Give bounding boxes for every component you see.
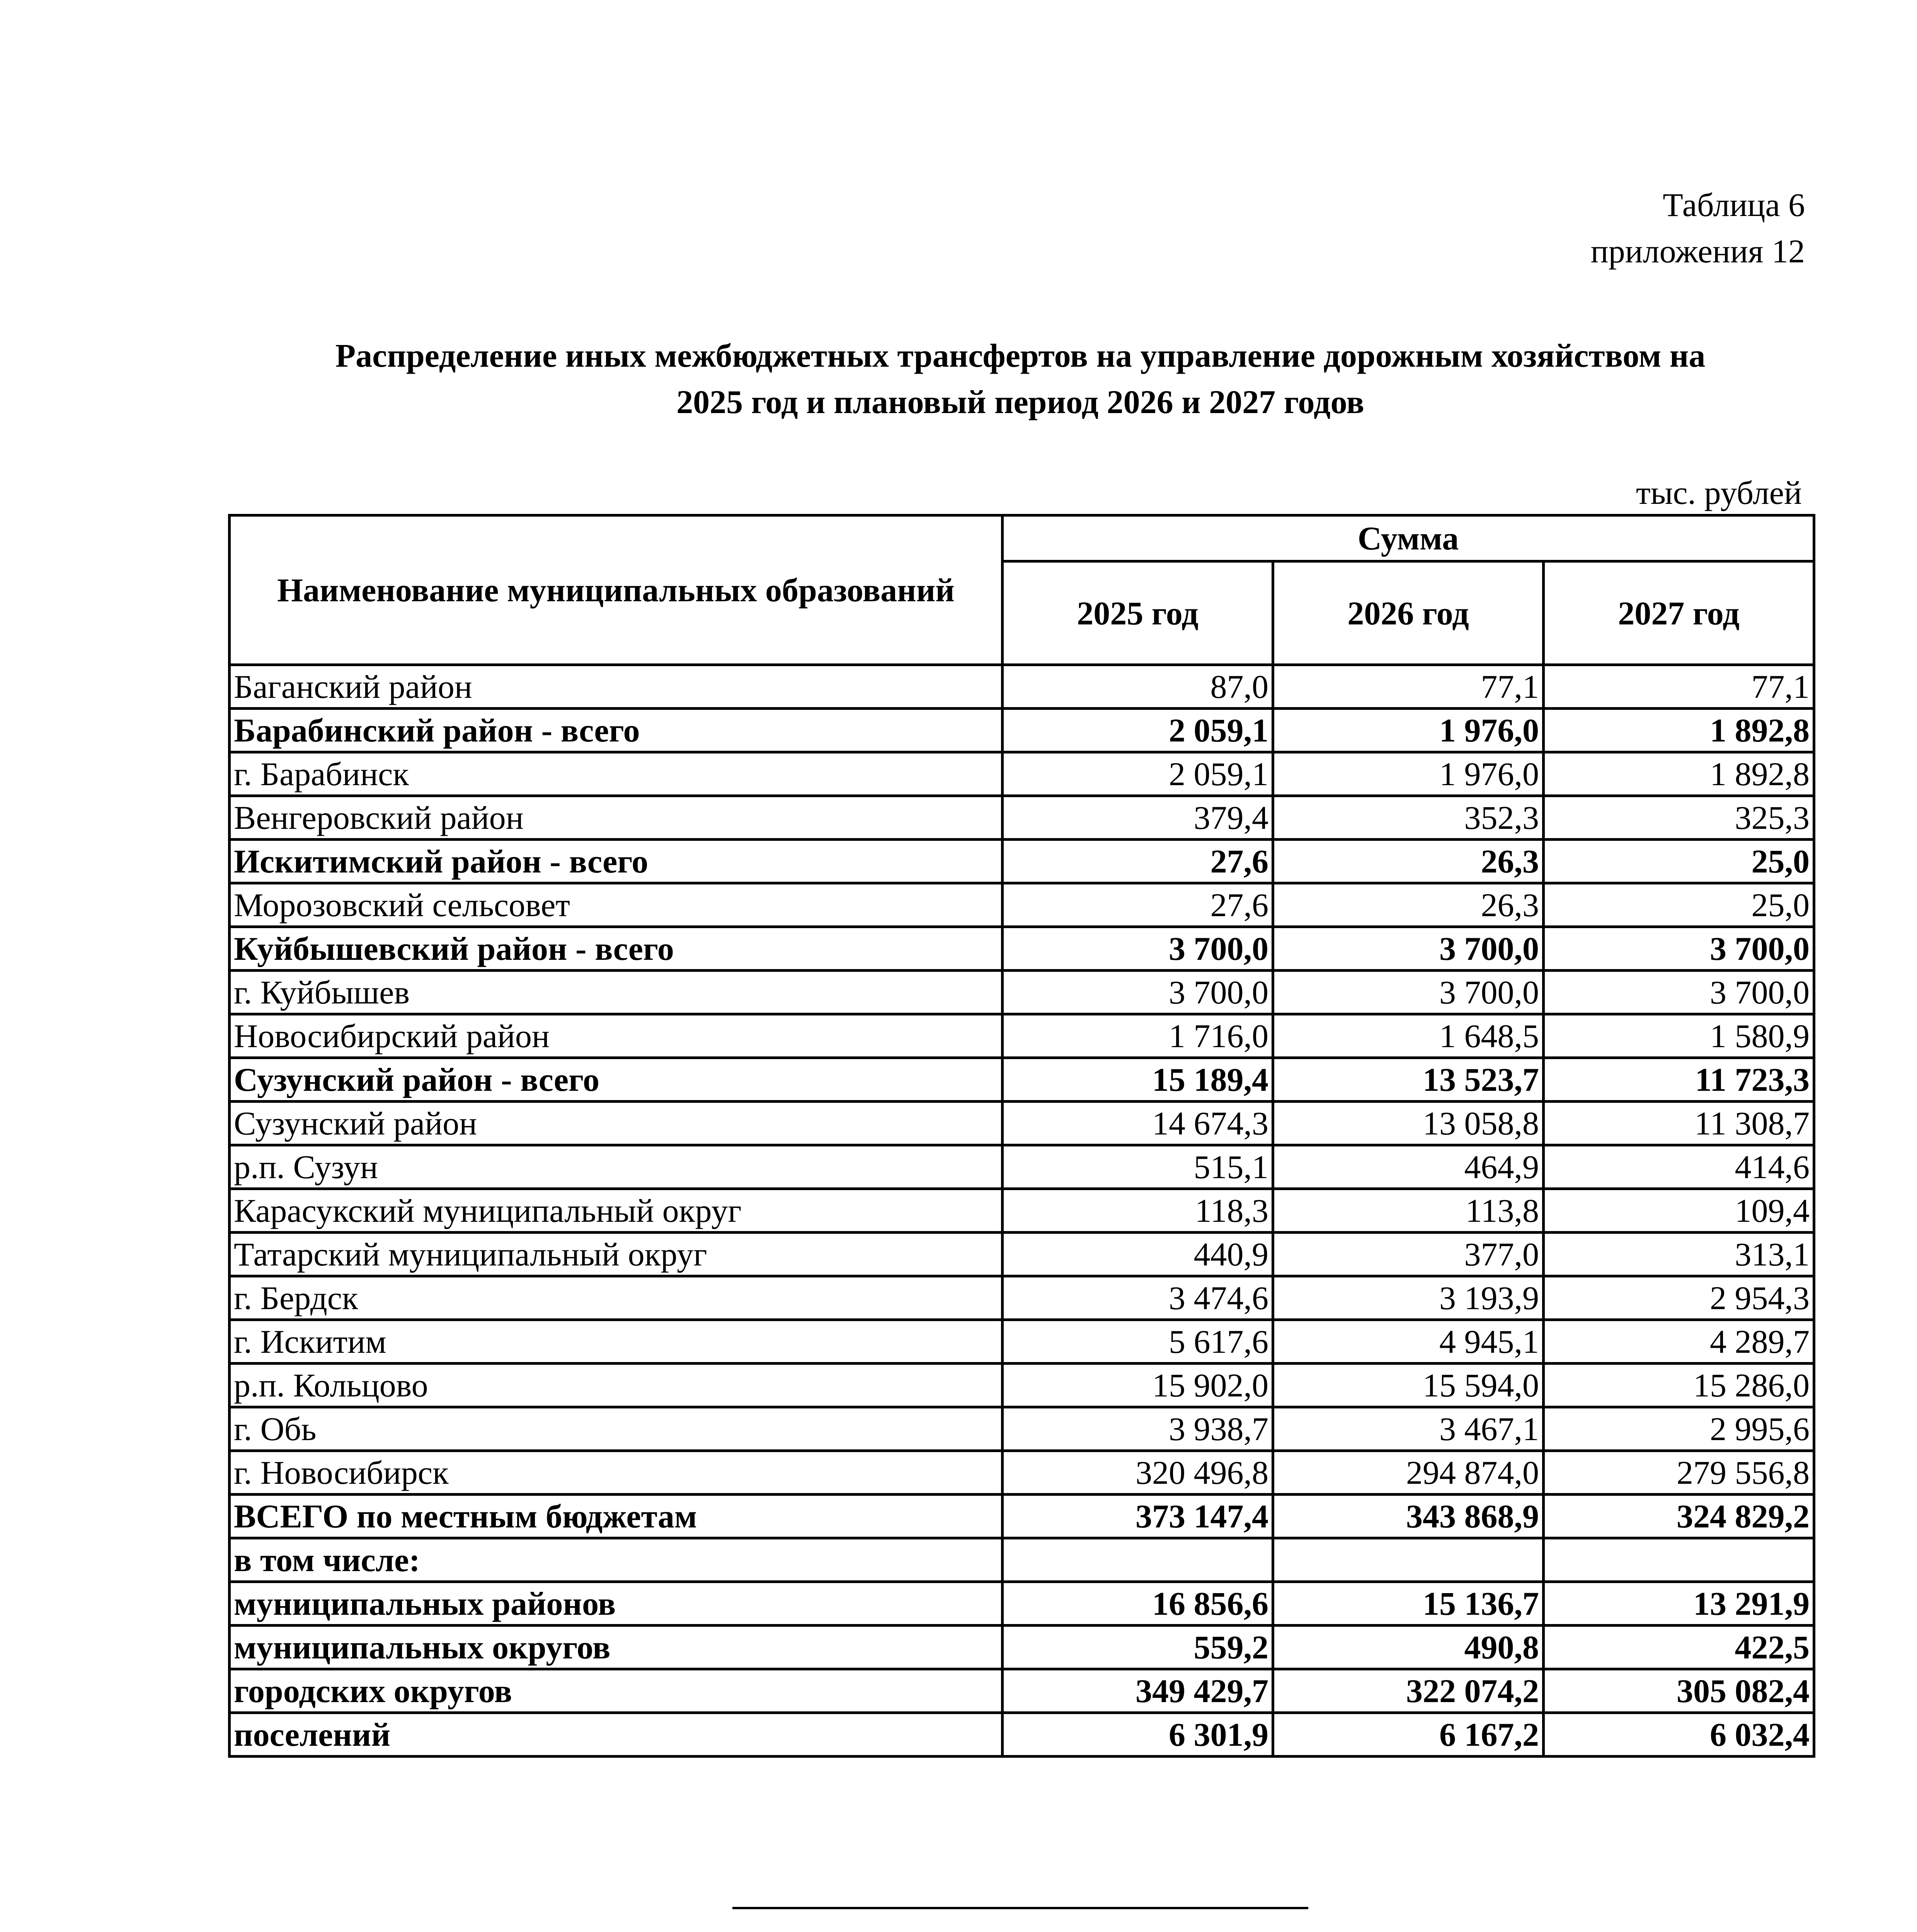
unit-label: тыс. рублей	[1636, 474, 1802, 511]
transfers-table	[228, 514, 1815, 1758]
value-2027-cell: 11 308,7	[1544, 1102, 1814, 1145]
value-2025-cell: 3 474,6	[1003, 1276, 1273, 1320]
table-row	[230, 1713, 1814, 1757]
value-2026-cell: 113,8	[1273, 1189, 1544, 1233]
value-2026-cell: 3 700,0	[1273, 927, 1544, 971]
value-2026-cell: 6 167,2	[1273, 1713, 1544, 1757]
value-2025-cell: 14 674,3	[1003, 1102, 1273, 1145]
municipality-name-cell: поселений	[230, 1713, 1003, 1757]
table-row	[230, 927, 1814, 971]
value-2027-cell: 4 289,7	[1544, 1320, 1814, 1364]
table-row	[230, 971, 1814, 1014]
municipality-name-cell: Сузунский район	[230, 1102, 1003, 1145]
table-row	[230, 1014, 1814, 1058]
value-2026-cell: 343 868,9	[1273, 1495, 1544, 1538]
value-2026-cell: 26,3	[1273, 883, 1544, 927]
municipality-column-header: Наименование муниципальных образований	[230, 515, 1003, 665]
value-2025-cell: 3 700,0	[1003, 971, 1273, 1014]
value-2027-cell: 279 556,8	[1544, 1451, 1814, 1495]
value-2025-cell: 559,2	[1003, 1626, 1273, 1669]
table-row	[230, 1320, 1814, 1364]
table-row	[230, 796, 1814, 840]
table-row	[230, 1626, 1814, 1669]
value-2025-cell: 2 059,1	[1003, 752, 1273, 796]
table-row	[230, 883, 1814, 927]
table-number: Таблица 6	[1663, 186, 1805, 223]
value-2027-cell: 1 892,8	[1544, 752, 1814, 796]
municipality-name-cell: г. Обь	[230, 1407, 1003, 1451]
year-2025-header: 2025 год	[1003, 561, 1273, 665]
value-2026-cell: 3 193,9	[1273, 1276, 1544, 1320]
table-row	[230, 1451, 1814, 1495]
value-2027-cell: 13 291,9	[1544, 1582, 1814, 1626]
municipality-name-cell: р.п. Сузун	[230, 1145, 1003, 1189]
municipality-name-cell: Карасукский муниципальный округ	[230, 1189, 1003, 1233]
table-row	[230, 1145, 1814, 1189]
table-row	[230, 752, 1814, 796]
value-2026-cell: 13 523,7	[1273, 1058, 1544, 1102]
value-2027-cell: 3 700,0	[1544, 927, 1814, 971]
municipality-name-cell: г. Бердск	[230, 1276, 1003, 1320]
table-row	[230, 709, 1814, 752]
table-row	[230, 1495, 1814, 1538]
value-2025-cell: 2 059,1	[1003, 709, 1273, 752]
appendix-number: приложения 12	[1590, 233, 1805, 270]
table-row	[230, 1538, 1814, 1582]
end-divider-line	[732, 1907, 1308, 1909]
value-2027-cell: 6 032,4	[1544, 1713, 1814, 1757]
value-2027-cell: 15 286,0	[1544, 1364, 1814, 1407]
value-2026-cell	[1273, 1538, 1544, 1582]
document-title-line-2: 2025 год и плановый период 2026 и 2027 годов	[676, 383, 1364, 420]
value-2025-cell: 5 617,6	[1003, 1320, 1273, 1364]
municipality-name-cell: городских округов	[230, 1669, 1003, 1713]
value-2025-cell: 320 496,8	[1003, 1451, 1273, 1495]
value-2026-cell: 294 874,0	[1273, 1451, 1544, 1495]
value-2026-cell: 377,0	[1273, 1233, 1544, 1276]
sum-column-header: Сумма	[1003, 515, 1814, 561]
value-2025-cell: 379,4	[1003, 796, 1273, 840]
table-row	[230, 1582, 1814, 1626]
municipality-name-cell: р.п. Кольцово	[230, 1364, 1003, 1407]
value-2027-cell: 109,4	[1544, 1189, 1814, 1233]
value-2025-cell: 27,6	[1003, 883, 1273, 927]
value-2026-cell: 3 467,1	[1273, 1407, 1544, 1451]
value-2027-cell: 11 723,3	[1544, 1058, 1814, 1102]
table-row	[230, 1058, 1814, 1102]
municipality-name-cell: муниципальных округов	[230, 1626, 1003, 1669]
value-2025-cell: 1 716,0	[1003, 1014, 1273, 1058]
municipality-name-cell: г. Новосибирск	[230, 1451, 1003, 1495]
municipality-name-cell: г. Барабинск	[230, 752, 1003, 796]
municipality-name-cell: Баганский район	[230, 665, 1003, 709]
value-2025-cell: 6 301,9	[1003, 1713, 1273, 1757]
table-row	[230, 1233, 1814, 1276]
municipality-name-cell: ВСЕГО по местным бюджетам	[230, 1495, 1003, 1538]
page-reference	[1591, 182, 1805, 274]
year-2026-header: 2026 год	[1273, 561, 1544, 665]
value-2025-cell: 15 902,0	[1003, 1364, 1273, 1407]
value-2027-cell: 77,1	[1544, 665, 1814, 709]
value-2026-cell: 15 594,0	[1273, 1364, 1544, 1407]
value-2027-cell: 3 700,0	[1544, 971, 1814, 1014]
municipality-name-cell: Сузунский район - всего	[230, 1058, 1003, 1102]
value-2026-cell: 1 648,5	[1273, 1014, 1544, 1058]
municipality-name-cell: Новосибирский район	[230, 1014, 1003, 1058]
year-2027-header: 2027 год	[1544, 561, 1814, 665]
value-2026-cell: 464,9	[1273, 1145, 1544, 1189]
value-2025-cell: 15 189,4	[1003, 1058, 1273, 1102]
document-title	[228, 332, 1813, 425]
value-2025-cell: 27,6	[1003, 840, 1273, 883]
value-2026-cell: 352,3	[1273, 796, 1544, 840]
table-row	[230, 1364, 1814, 1407]
value-2026-cell: 1 976,0	[1273, 752, 1544, 796]
value-2025-cell: 349 429,7	[1003, 1669, 1273, 1713]
municipality-name-cell: Барабинский район - всего	[230, 709, 1003, 752]
municipality-name-cell: Венгеровский район	[230, 796, 1003, 840]
municipality-name-cell: г. Куйбышев	[230, 971, 1003, 1014]
table-row	[230, 1102, 1814, 1145]
value-2027-cell: 305 082,4	[1544, 1669, 1814, 1713]
value-2025-cell	[1003, 1538, 1273, 1582]
value-2026-cell: 322 074,2	[1273, 1669, 1544, 1713]
value-2027-cell: 1 580,9	[1544, 1014, 1814, 1058]
table-row	[230, 840, 1814, 883]
value-2027-cell: 2 954,3	[1544, 1276, 1814, 1320]
municipality-name-cell: г. Искитим	[230, 1320, 1003, 1364]
value-2025-cell: 373 147,4	[1003, 1495, 1273, 1538]
municipality-name-cell: муниципальных районов	[230, 1582, 1003, 1626]
municipality-name-cell: Куйбышевский район - всего	[230, 927, 1003, 971]
value-2026-cell: 3 700,0	[1273, 971, 1544, 1014]
value-2026-cell: 1 976,0	[1273, 709, 1544, 752]
value-2025-cell: 515,1	[1003, 1145, 1273, 1189]
value-2026-cell: 77,1	[1273, 665, 1544, 709]
municipality-name-cell: Искитимский район - всего	[230, 840, 1003, 883]
table-row	[230, 665, 1814, 709]
municipality-name-cell: Морозовский сельсовет	[230, 883, 1003, 927]
table-row	[230, 1189, 1814, 1233]
value-2027-cell: 422,5	[1544, 1626, 1814, 1669]
value-2027-cell: 414,6	[1544, 1145, 1814, 1189]
value-2027-cell: 25,0	[1544, 840, 1814, 883]
table-row	[230, 1407, 1814, 1451]
value-2025-cell: 118,3	[1003, 1189, 1273, 1233]
value-2027-cell	[1544, 1538, 1814, 1582]
value-2026-cell: 4 945,1	[1273, 1320, 1544, 1364]
value-2025-cell: 87,0	[1003, 665, 1273, 709]
table-row	[230, 1669, 1814, 1713]
value-2027-cell: 324 829,2	[1544, 1495, 1814, 1538]
value-2025-cell: 3 938,7	[1003, 1407, 1273, 1451]
value-2025-cell: 16 856,6	[1003, 1582, 1273, 1626]
value-2027-cell: 313,1	[1544, 1233, 1814, 1276]
document-title-line-1: Распределение иных межбюджетных трансфертов на управление дорожным хозяйством на	[335, 337, 1706, 374]
value-2025-cell: 3 700,0	[1003, 927, 1273, 971]
table-row	[230, 1276, 1814, 1320]
value-2026-cell: 490,8	[1273, 1626, 1544, 1669]
value-2027-cell: 2 995,6	[1544, 1407, 1814, 1451]
value-2026-cell: 15 136,7	[1273, 1582, 1544, 1626]
value-2025-cell: 440,9	[1003, 1233, 1273, 1276]
municipality-name-cell: Татарский муниципальный округ	[230, 1233, 1003, 1276]
value-2026-cell: 26,3	[1273, 840, 1544, 883]
municipality-name-cell: в том числе:	[230, 1538, 1003, 1582]
value-2027-cell: 25,0	[1544, 883, 1814, 927]
value-2026-cell: 13 058,8	[1273, 1102, 1544, 1145]
table-body	[230, 665, 1814, 1757]
value-2027-cell: 325,3	[1544, 796, 1814, 840]
value-2027-cell: 1 892,8	[1544, 709, 1814, 752]
